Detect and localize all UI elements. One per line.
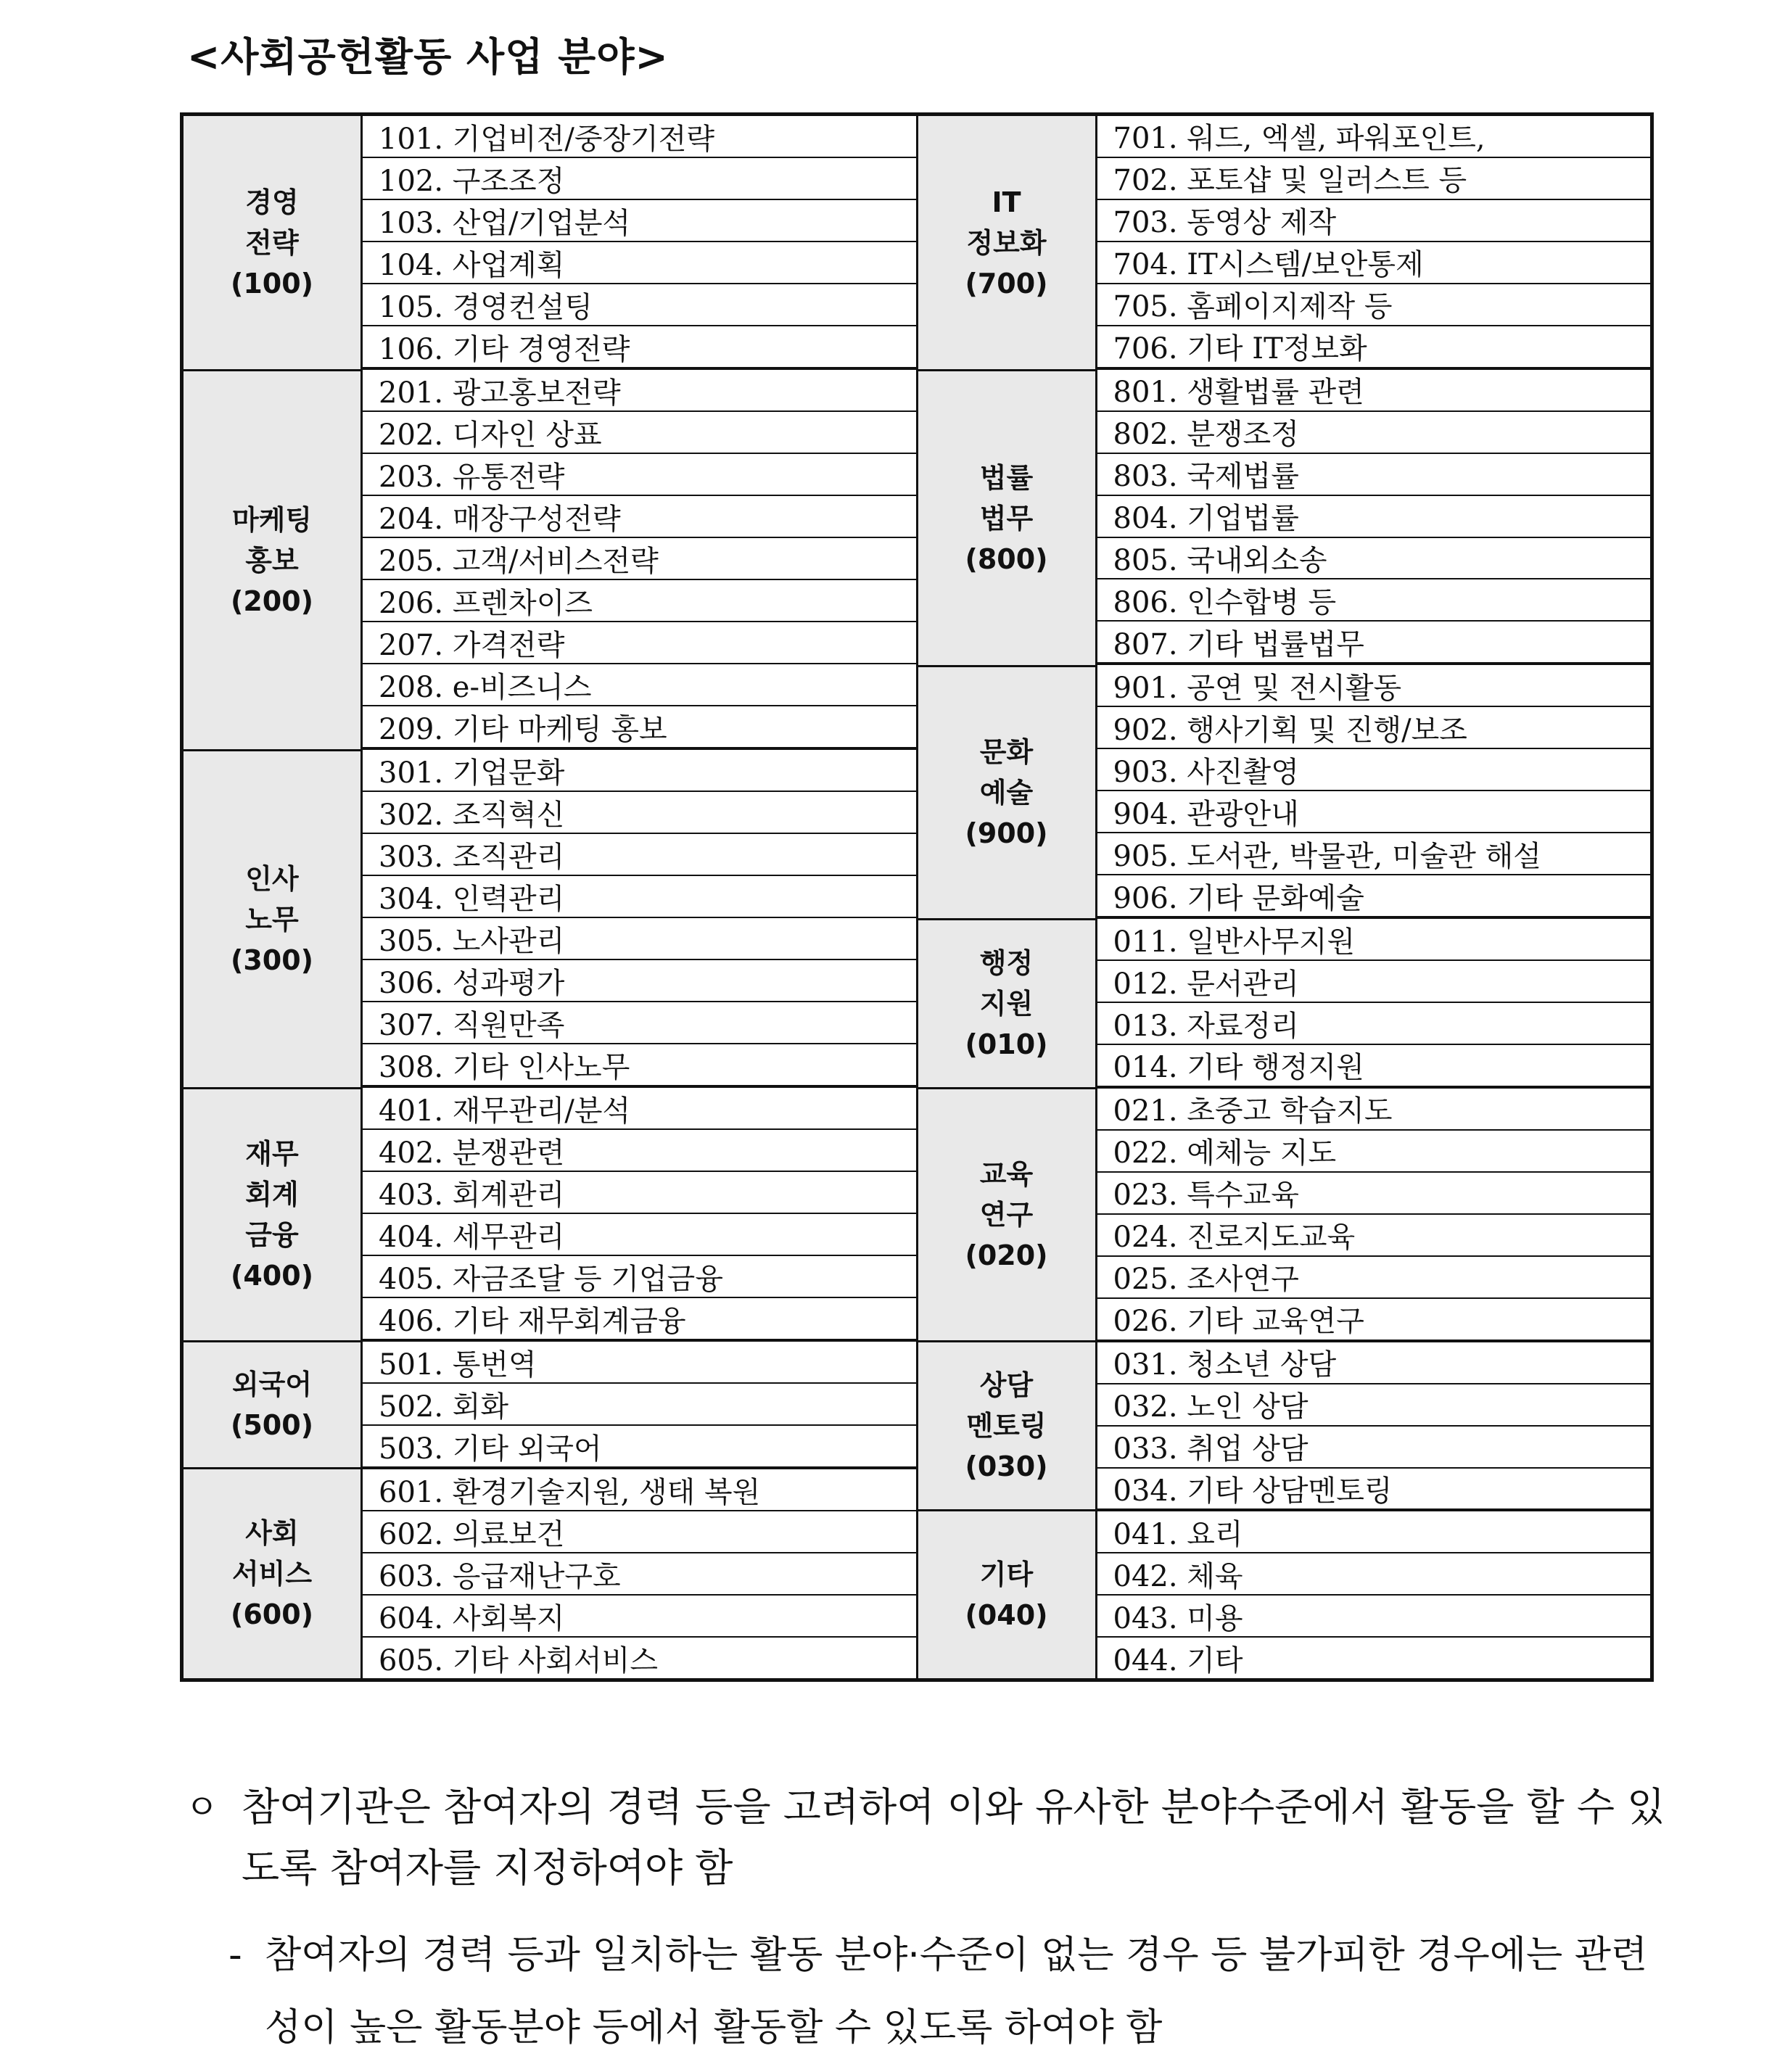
activity-field-table [180,112,1654,1682]
item-column [363,116,916,1678]
category-label: 경영 전략 (100) [230,186,314,300]
page-title: <사회공헌활동 사업 분야> [187,34,669,80]
item-row: 205. 고객/서비스전략 [363,537,916,579]
item-row: 802. 분쟁조정 [1097,410,1651,453]
item-row: 306. 성과평가 [363,959,916,1001]
category-label: 마케팅 홍보 (200) [230,503,314,617]
item-row: 603. 응급재난구호 [363,1552,916,1594]
item-row: 201. 광고홍보전략 [363,367,916,410]
item-row: 207. 가격전략 [363,621,916,663]
category-cell [918,918,1095,1087]
item-row: 103. 산업/기업분석 [363,199,916,241]
item-row: 605. 기타 사회서비스 [363,1636,916,1678]
category-cell [184,369,360,749]
note-sub-text: 참여자의 경력 등과 일치하는 활동 분야·수준이 없는 경우 등 불가피한 경우에는 관련성이 높은 활동분야 등에서 활동할 수 있도록 하여야 함 [265,1933,1648,2050]
note-text: 참여기관은 참여자의 경력 등을 고려하여 이와 유사한 분야수준에서 활동을 할 수 있도록 참여자를 지정하여야 함 [242,1784,1665,1891]
item-row: 304. 인력관리 [363,875,916,917]
item-row: 204. 매장구성전략 [363,495,916,537]
item-row: 106. 기타 경영전략 [363,325,916,367]
item-row: 401. 재무관리/분석 [363,1085,916,1128]
item-row: 033. 취업 상담 [1097,1425,1651,1467]
item-row: 402. 분쟁관련 [363,1128,916,1171]
category-cell [184,1087,360,1340]
item-row: 902. 행사기획 및 진행/보조 [1097,706,1651,748]
item-row: 024. 진로지도교육 [1097,1213,1651,1255]
table-right-half [916,116,1651,1678]
circle-bullet-icon: ㅇ [185,1787,219,1828]
category-label: 상담 멘토링 (030) [965,1369,1048,1483]
item-row: 703. 동영상 제작 [1097,199,1651,241]
item-row: 706. 기타 IT정보화 [1097,325,1651,367]
item-row: 901. 공연 및 전시활동 [1097,662,1651,706]
item-row: 704. IT시스템/보안통제 [1097,241,1651,283]
category-cell [918,1509,1095,1678]
item-row: 804. 기업법률 [1097,495,1651,537]
category-column [918,116,1097,1678]
category-cell [918,665,1095,918]
item-row: 043. 미용 [1097,1594,1651,1636]
item-row: 101. 기업비전/중장기전략 [379,122,715,156]
item-row: 806. 인수합병 등 [1097,578,1651,620]
item-row: 801. 생활법률 관련 [1097,367,1651,410]
item-row: 102. 구조조정 [363,157,916,199]
item-row: 403. 회계관리 [363,1171,916,1213]
item-row: 044. 기타 [1097,1636,1651,1678]
item-row: 026. 기타 교육연구 [1097,1297,1651,1340]
category-cell [918,1087,1095,1340]
item-column [1097,116,1651,1678]
item-row: 042. 체육 [1097,1552,1651,1594]
item-row: 906. 기타 문화예술 [1097,874,1651,916]
category-label: 사회 서비스 (600) [230,1516,314,1630]
item-row: 303. 조직관리 [363,833,916,875]
item-row: 105. 경영컨설팅 [363,283,916,325]
item-row: 705. 홈페이지제작 등 [1097,283,1651,325]
item-row: 011. 일반사무지원 [1097,916,1651,959]
item-row: 012. 문서관리 [1097,959,1651,1002]
category-cell [184,116,360,369]
item-row: 601. 환경기술지원, 생태 복원 [363,1466,916,1510]
item-row: 903. 사진촬영 [1097,748,1651,790]
note-bullet [185,1777,1679,1899]
category-cell [918,369,1095,665]
category-label: 법률 법무 (800) [965,461,1048,575]
category-label: 기타 (040) [965,1559,1048,1632]
item-row: 803. 국제법률 [1097,453,1651,495]
item-row: 203. 유통전략 [363,453,916,495]
item-row: 202. 디자인 상표 [363,410,916,453]
category-cell [184,1467,360,1678]
item-row: 305. 노사관리 [363,917,916,959]
item-row: 022. 예체능 지도 [1097,1129,1651,1171]
item-row: 208. e-비즈니스 [363,663,916,705]
item-row: 014. 기타 행정지원 [1097,1044,1651,1086]
item-row: 807. 기타 법률법무 [1097,620,1651,662]
category-label: 재무 회계 금융 (400) [230,1138,314,1292]
item-row: 013. 자료정리 [1097,1002,1651,1044]
notes-section [185,1777,1679,2064]
item-row: 034. 기타 상담멘토링 [1097,1467,1651,1509]
item-row: 405. 자금조달 등 기업금융 [363,1255,916,1297]
item-row: 307. 직원만족 [363,1001,916,1043]
item-row: 209. 기타 마케팅 홍보 [363,705,916,747]
item-row: 031. 청소년 상담 [1097,1340,1651,1383]
item-row: 404. 세무관리 [363,1213,916,1255]
item-row: 025. 조사연구 [1097,1255,1651,1297]
category-cell [918,1340,1095,1509]
category-label: 문화 예술 (900) [965,735,1048,849]
item-row: 023. 특수교육 [1097,1171,1651,1213]
item-row: 502. 회화 [363,1382,916,1424]
item-row: 604. 사회복지 [363,1594,916,1636]
item-row: 104. 사업계획 [363,241,916,283]
item-row: 302. 조직혁신 [363,791,916,833]
item-row: 701. 워드, 엑셀, 파워포인트, [1113,122,1485,156]
category-label: IT 정보화 (700) [965,186,1048,300]
item-row: 301. 기업문화 [363,747,916,791]
item-row: 406. 기타 재무회계금융 [363,1297,916,1339]
item-row: 032. 노인 상담 [1097,1383,1651,1425]
item-row: 503. 기타 외국어 [363,1424,916,1466]
category-cell [184,749,360,1087]
category-column [184,116,363,1678]
category-label: 인사 노무 (300) [230,862,314,976]
category-cell [918,116,1095,369]
item-row: 904. 관광안내 [1097,790,1651,832]
table-left-half [184,116,916,1678]
item-row: 905. 도서관, 박물관, 미술관 해설 [1097,832,1651,874]
item-row: 602. 의료보건 [363,1510,916,1552]
item-row: 501. 통번역 [363,1339,916,1382]
item-row: 021. 초중고 학습지도 [1097,1086,1651,1129]
item-row: 702. 포토샵 및 일러스트 등 [1097,157,1651,199]
dash-bullet-icon: - [228,1933,242,1977]
item-row: 308. 기타 인사노무 [363,1043,916,1085]
category-label: 교육 연구 (020) [965,1158,1048,1272]
item-row: 206. 프렌차이즈 [363,579,916,621]
item-row: 805. 국내외소송 [1097,537,1651,579]
note-sub-bullet [228,1919,1679,2064]
category-label: 외국어 (500) [230,1369,314,1442]
item-row: 041. 요리 [1097,1508,1651,1552]
category-label: 행정 지원 (010) [965,947,1048,1061]
category-cell [184,1340,360,1467]
